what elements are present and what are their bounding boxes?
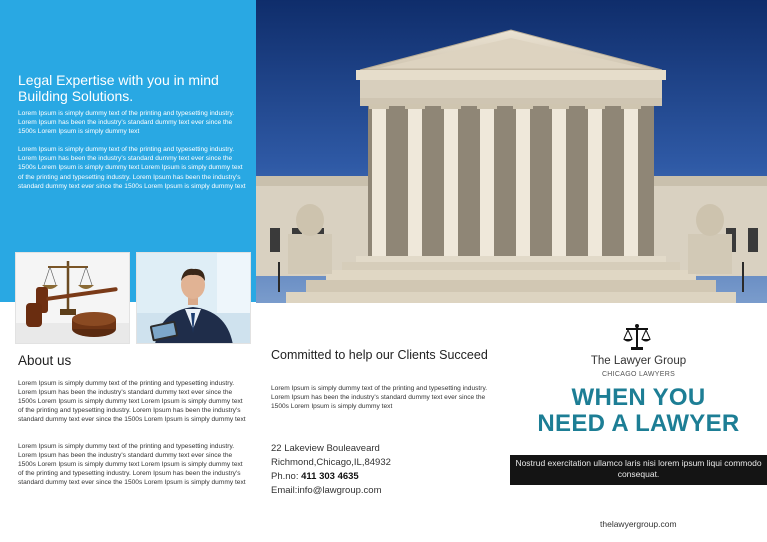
tagline-line-1: WHEN YOU	[571, 384, 706, 411]
about-us-heading: About us	[18, 353, 72, 368]
phone-line	[271, 471, 359, 482]
courthouse-photo	[256, 0, 767, 303]
firm-name: The Lawyer Group	[590, 355, 687, 367]
scales-of-justice-icon	[622, 322, 652, 352]
tagline-line-2: NEED A LAWYER	[537, 410, 740, 437]
headline-line-1: Legal Expertise with you in mind	[18, 72, 219, 88]
website-url: thelawyergroup.com	[600, 519, 677, 529]
address-street: 22 Lakeview Bouleaveard	[271, 443, 380, 454]
firm-subtitle: CHICAGO LAWYERS	[601, 371, 676, 378]
about-paragraph-2: Lorem Ipsum is simply dummy text of the printing and typesetting industry. Lorem Ipsum has been the industry's standard dummy text ever since the 1500s Lorem Ipsum is simply dummy text Lorem Ipsum is simply dummy text of the printing and typesetting industry. Lorem Ipsum has been the industry's standard dummy text ever since the 1500s Lorem Ipsum is simply dummy text	[18, 443, 246, 487]
about-paragraph-1: Lorem Ipsum is simply dummy text of the printing and typesetting industry. Lorem Ipsum has been the industry's standard dummy text ever since the 1500s Lorem Ipsum is simply dummy text Lorem Ipsum is simply dummy text of the printing and typesetting industry. Lorem Ipsum has been the industry's standard dummy text ever since the 1500s Lorem Ipsum is simply dummy text	[18, 380, 246, 424]
committed-heading: Committed to help our Clients Succeed	[271, 348, 488, 362]
intro-paragraph-1: Lorem Ipsum is simply dummy text of the printing and typesetting industry. Lorem Ipsum has been the industry's standard dummy text ever since the 1500s Lorem Ipsum is simply dummy text	[18, 110, 235, 136]
committed-paragraph: Lorem Ipsum is simply dummy text of the printing and typesetting industry. Lorem Ipsum has been the industry's standard dummy text ever since the 1500s Lorem Ipsum is simply dummy text	[271, 385, 488, 411]
phone-label: Ph.no:	[271, 471, 302, 482]
scales-gavel-photo	[15, 252, 130, 344]
headline	[18, 72, 248, 104]
phone-number: 411 303 4635	[301, 471, 359, 482]
intro-paragraph-2: Lorem Ipsum is simply dummy text of the printing and typesetting industry. Lorem Ipsum has been the industry's standard dummy text ever since the 1500s Lorem Ipsum is simply dummy text Lorem Ipsum is simply dummy text of the printing and typesetting industry. Lorem Ipsum has been the industry's standard dummy text ever since the 1500s Lorem Ipsum is simply dummy text	[18, 146, 246, 190]
email-line: Email:info@lawgroup.com	[271, 485, 382, 496]
headline-line-2: Building Solutions.	[18, 88, 134, 104]
lawyer-portrait-photo	[136, 252, 251, 344]
tagline-bar	[510, 455, 767, 485]
tagline-bar-text: Nostrud exercitation ullamco laris nisi lorem ipsum liqui commodo consequat.	[515, 458, 762, 479]
address-city: Richmond,Chicago,IL,84932	[271, 457, 391, 468]
